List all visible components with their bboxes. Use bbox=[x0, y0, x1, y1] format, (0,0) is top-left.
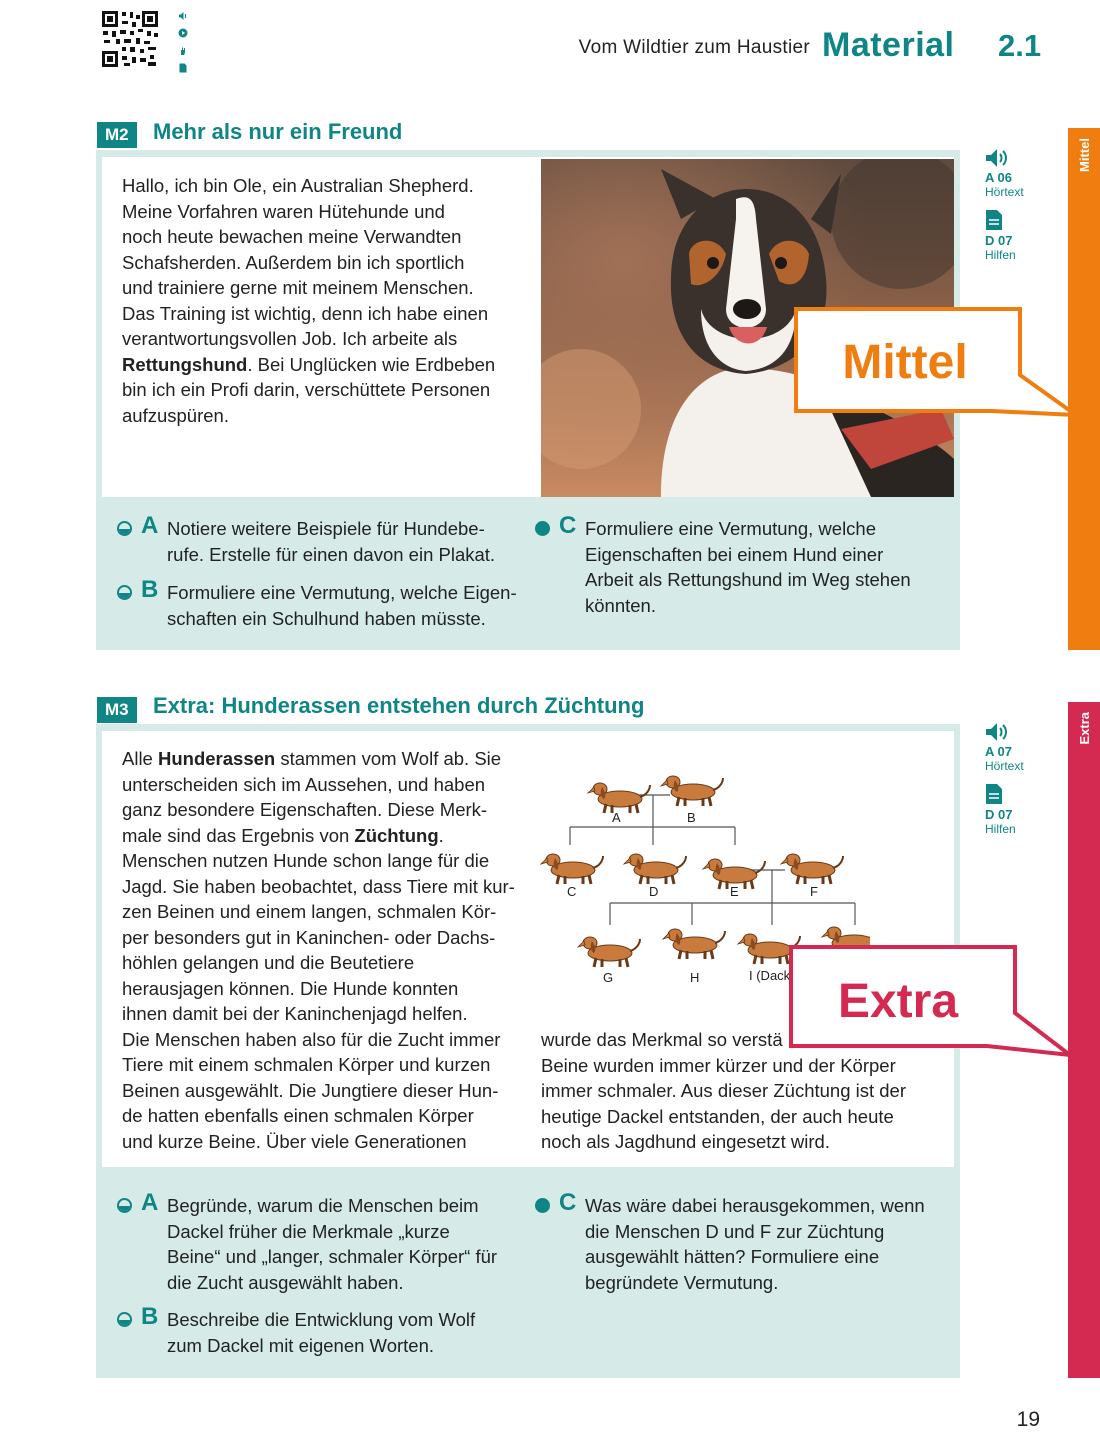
page-number: 19 bbox=[1016, 1408, 1040, 1431]
chapter-subtitle: Vom Wildtier zum Haustier bbox=[578, 37, 810, 58]
task-m3-c[interactable]: C Was wäre dabei herausgekommen, wenn die Menschen D und F zur Züchtung ausgewählt hätten? Formuliere eine begründete Vermutung. bbox=[535, 1193, 945, 1297]
tree-label-h: H bbox=[690, 970, 700, 985]
keyword-zuechtung: Züchtung bbox=[354, 824, 439, 846]
difficulty-half-icon bbox=[117, 1312, 132, 1327]
level-sidebar-extra: Extra bbox=[1068, 702, 1100, 1378]
resource-audio-a07[interactable]: A 07 Hörtext bbox=[985, 722, 1055, 773]
task-m2-a[interactable]: A Notiere weitere Beispiele für Hundebe- rufe. Erstelle für einen davon ein Plakat. bbox=[117, 516, 517, 568]
tree-label-f: F bbox=[810, 884, 818, 899]
video-icon[interactable] bbox=[178, 25, 188, 35]
qr-code-icon[interactable] bbox=[100, 9, 160, 69]
material-tag-m2: M2 bbox=[97, 122, 137, 148]
document-icon[interactable] bbox=[178, 60, 188, 70]
difficulty-half-icon bbox=[117, 1198, 132, 1213]
resource-help-d07[interactable]: D 07 Hilfen bbox=[985, 209, 1055, 262]
chapter-number: 2.1 bbox=[998, 28, 1042, 63]
resource-audio-a06[interactable]: A 06 Hörtext bbox=[985, 148, 1055, 199]
tree-label-d: D bbox=[649, 884, 659, 899]
mittel-callout: Mittel bbox=[800, 335, 1010, 391]
tree-label-b: B bbox=[687, 810, 696, 825]
document-icon bbox=[985, 783, 1003, 805]
m3-right-text: wurde das Merkmal so verstä Beine wurden immer kürzer und der Körper immer schmaler. Aus dieser Züchtung ist der heutige Dackel entstanden, der auch heute noch als Jagdhund eingesetzt wird. bbox=[541, 1029, 907, 1152]
task-m2-b[interactable]: B Formuliere eine Vermutung, welche Eigen- schaften ein Schulhund haben müsste. bbox=[117, 580, 517, 632]
media-icons bbox=[176, 8, 190, 70]
hand-icon[interactable] bbox=[178, 43, 188, 53]
m3-story-text: Alle Hunderassen stammen vom Wolf ab. Sie unterscheiden sich im Aussehen, und haben ganz besondere Eigenschaften. Diese Merk- male sind das Ergebnis von Züchtung. Menschen nutzen Hunde schon lange für die Jagd. Sie haben beobachtet, dass Tiere mit kur- zen Beinen und einem langen, schmalen Kör- per besonders gut in Kaninchen- oder Dachs- höhlen gelangen und die Beutetiere herausjagen können. Die Hunde konnten ihnen damit bei der Kaninchenjagd helfen. Die Menschen haben also für die Zucht immer Tiere mit einem schmalen Körper und kurzen Beinen ausgewählt. Die Jungtiere dieser Hun- de hatten ebenfalls einen schmalen Körper und kurze Beine. Über viele Generationen bbox=[122, 748, 515, 1152]
tree-label-c: C bbox=[567, 884, 577, 899]
tree-label-i: I (Dack bbox=[749, 968, 791, 983]
task-m3-b[interactable]: B Beschreibe die Entwicklung vom Wolf zum Dackel mit eigenen Worten. bbox=[117, 1307, 527, 1359]
section-title-m2: Mehr als nur ein Freund bbox=[153, 119, 403, 144]
tree-label-a: A bbox=[612, 810, 621, 825]
m2-story-text: Hallo, ich bin Ole, ein Australian Shepherd. Meine Vorfahren waren Hütehunde und noch heute bewachen meine Verwandten Schafsherden. Außerdem bin ich sportlich und trainiere gerne mit meinem Menschen. Das Training ist wichtig, denn ich habe einen verantwortungsvollen Job. Ich arbeite als Rettungshund. Bei Unglücken wie Erdbeben bin ich ein Profi darin, verschüttete Personen aufzuspüren. bbox=[122, 175, 496, 426]
difficulty-full-icon bbox=[535, 1198, 550, 1213]
material-heading: Material bbox=[822, 26, 955, 64]
tree-label-e: E bbox=[730, 884, 739, 899]
task-m3-a[interactable]: A Begründe, warum die Menschen beim Dackel früher die Merkmale „kurze Beine“ und „langer, schmaler Körper“ für die Zucht ausgewählt haben. bbox=[117, 1193, 527, 1297]
document-icon bbox=[985, 209, 1003, 231]
keyword-hunderassen: Hunderassen bbox=[158, 748, 276, 769]
keyword-rettungshund: Rettungshund bbox=[122, 353, 248, 375]
difficulty-half-icon bbox=[117, 521, 132, 536]
section-title-m3: Extra: Hunderassen entstehen durch Züchtung bbox=[153, 693, 645, 718]
level-sidebar-mittel: Mittel bbox=[1068, 128, 1100, 650]
tree-label-g: G bbox=[603, 970, 614, 985]
extra-callout: Extra bbox=[793, 974, 1003, 1030]
audio-icon[interactable] bbox=[178, 8, 188, 18]
difficulty-half-icon bbox=[117, 585, 132, 600]
audio-icon bbox=[985, 148, 1009, 168]
resource-help-d07-m3[interactable]: D 07 Hilfen bbox=[985, 783, 1055, 836]
material-tag-m3: M3 bbox=[97, 697, 137, 723]
difficulty-full-icon bbox=[535, 521, 550, 536]
audio-icon bbox=[985, 722, 1009, 742]
task-m2-c[interactable]: C Formuliere eine Vermutung, welche Eigenschaften bei einem Hund einer Arbeit als Rettungshund im Weg stehen könnten. bbox=[535, 516, 935, 620]
